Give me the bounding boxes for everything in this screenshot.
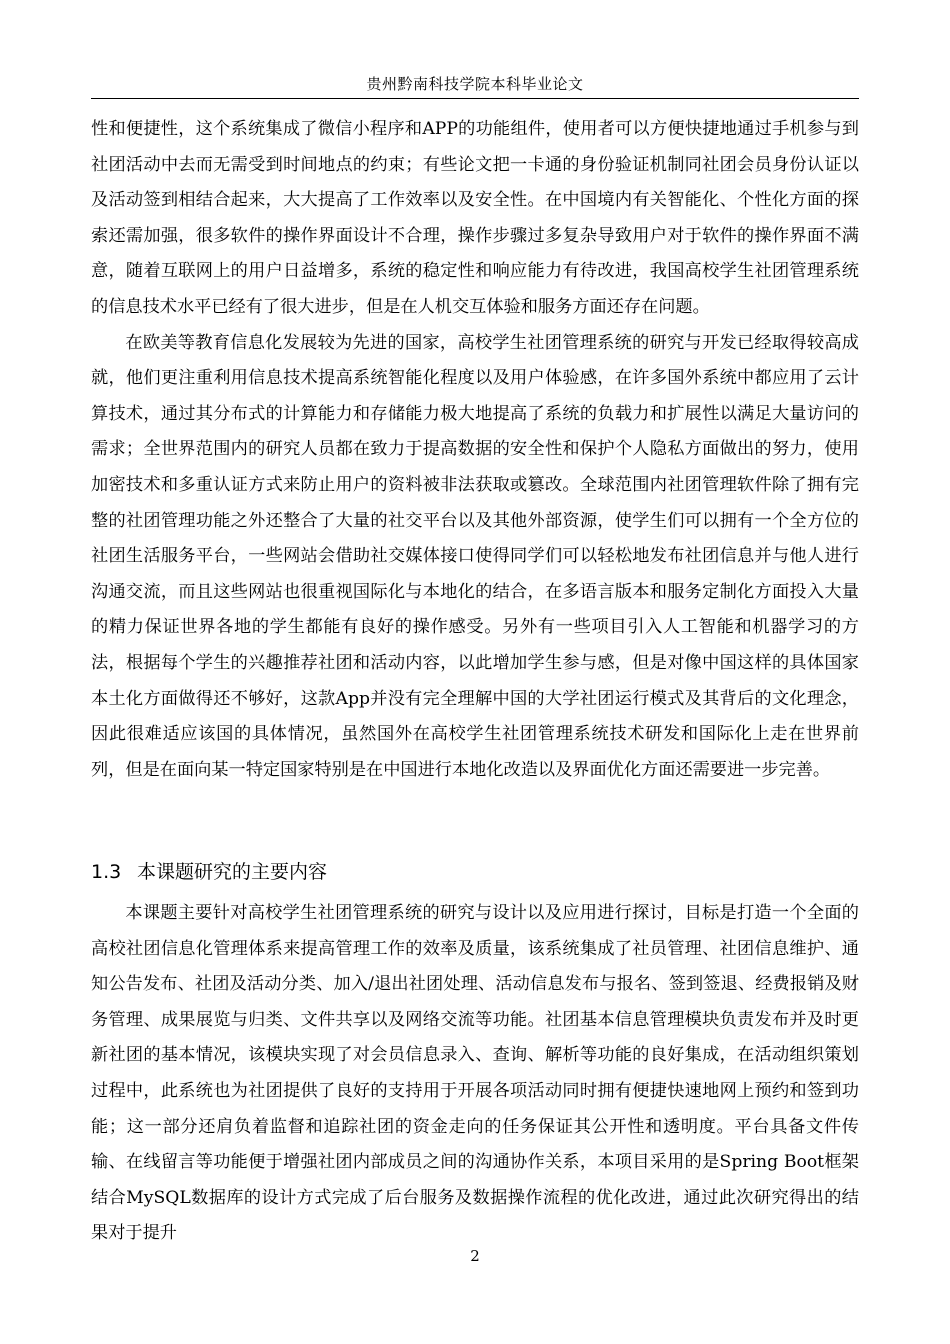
section-heading — [91, 856, 859, 888]
paragraph-main-content: 本课题主要针对高校学生社团管理系统的研究与设计以及应用进行探讨，目标是打造一个全面的高校社团信息化管理体系来提高管理工作的效率及质量，该系统集成了社员管理、社团信息维护、通知公告发布、社团及活动分类、加入/退出社团处理、活动信息发布与报名、签到签退、经费报销及财务管理、成果展览与归类、文件共享以及网络交流等功能。社团基本信息管理模块负责发布并及时更新社团的基本情况，该模块实现了对会员信息录入、查询、解析等功能的良好集成，在活动组织策划过程中，此系统也为社团提供了良好的支持用于开展各项活动同时拥有便捷快速地网上预约和签到功能；这一部分还肩负着监督和追踪社团的资金走向的任务保证其公开性和透明度。平台具备文件传输、在线留言等功能便于增强社团内部成员之间的沟通协作关系，本项目采用的是Spring Boot框架结合MySQL数据库的设计方式完成了后台服务及数据操作流程的优化改进，通过此次研究得出的结果对于提升 — [91, 903, 859, 1244]
body-text-top — [91, 112, 859, 788]
page-number: 2 — [470, 1247, 480, 1265]
section-number: 1.3 — [91, 861, 122, 883]
header-divider — [91, 98, 859, 99]
paragraph-continued: 性和便捷性，这个系统集成了微信小程序和APP的功能组件，使用者可以方便快捷地通过手机参与到社团活动中去而无需受到时间地点的约束；有些论文把一卡通的身份验证机制同社团会员身份认证以及活动签到相结合起来，大大提高了工作效率以及安全性。在中国境内有关智能化、个性化方面的探索还需加强，很多软件的操作界面设计不合理，操作步骤过多复杂导致用户对于软件的操作界面不满意，随着互联网上的用户日益增多，系统的稳定性和响应能力有待改进，我国高校学生社团管理系统的信息技术水平已经有了很大进步，但是在人机交互体验和服务方面还存在问题。 — [91, 119, 859, 317]
section-title: 本课题研究的主要内容 — [137, 861, 328, 883]
body-text-bottom — [91, 896, 859, 1252]
running-header: 贵州黔南科技学院本科毕业论文 — [366, 75, 584, 93]
paragraph-foreign-research: 在欧美等教育信息化发展较为先进的国家，高校学生社团管理系统的研究与开发已经取得较高成就，他们更注重利用信息技术提高系统智能化程度以及用户体验感，在许多国外系统中都应用了云计算技术，通过其分布式的计算能力和存储能力极大地提高了系统的负载力和扩展性以满足大量访问的需求；全世界范围内的研究人员都在致力于提高数据的安全性和保护个人隐私方面做出的努力，使用加密技术和多重认证方式来防止用户的资料被非法获取或篡改。全球范围内社团管理软件除了拥有完整的社团管理功能之外还整合了大量的社交平台以及其他外部资源，使学生们可以拥有一个全方位的社团生活服务平台，一些网站会借助社交媒体接口使得同学们可以轻松地发布社团信息并与他人进行沟通交流，而且这些网站也很重视国际化与本地化的结合，在多语言版本和服务定制化方面投入大量的精力保证世界各地的学生都能有良好的操作感受。另外有一些项目引入人工智能和机器学习的方法，根据每个学生的兴趣推荐社团和活动内容，以此增加学生参与感，但是对像中国这样的具体国家本土化方面做得还不够好，这款App并没有完全理解中国的大学社团运行模式及其背后的文化理念，因此很难适应该国的具体情况，虽然国外在高校学生社团管理系统技术研发和国际化上走在世界前列，但是在面向某一特定国家特别是在中国进行本地化改造以及界面优化方面还需要进一步完善。 — [91, 332, 859, 780]
